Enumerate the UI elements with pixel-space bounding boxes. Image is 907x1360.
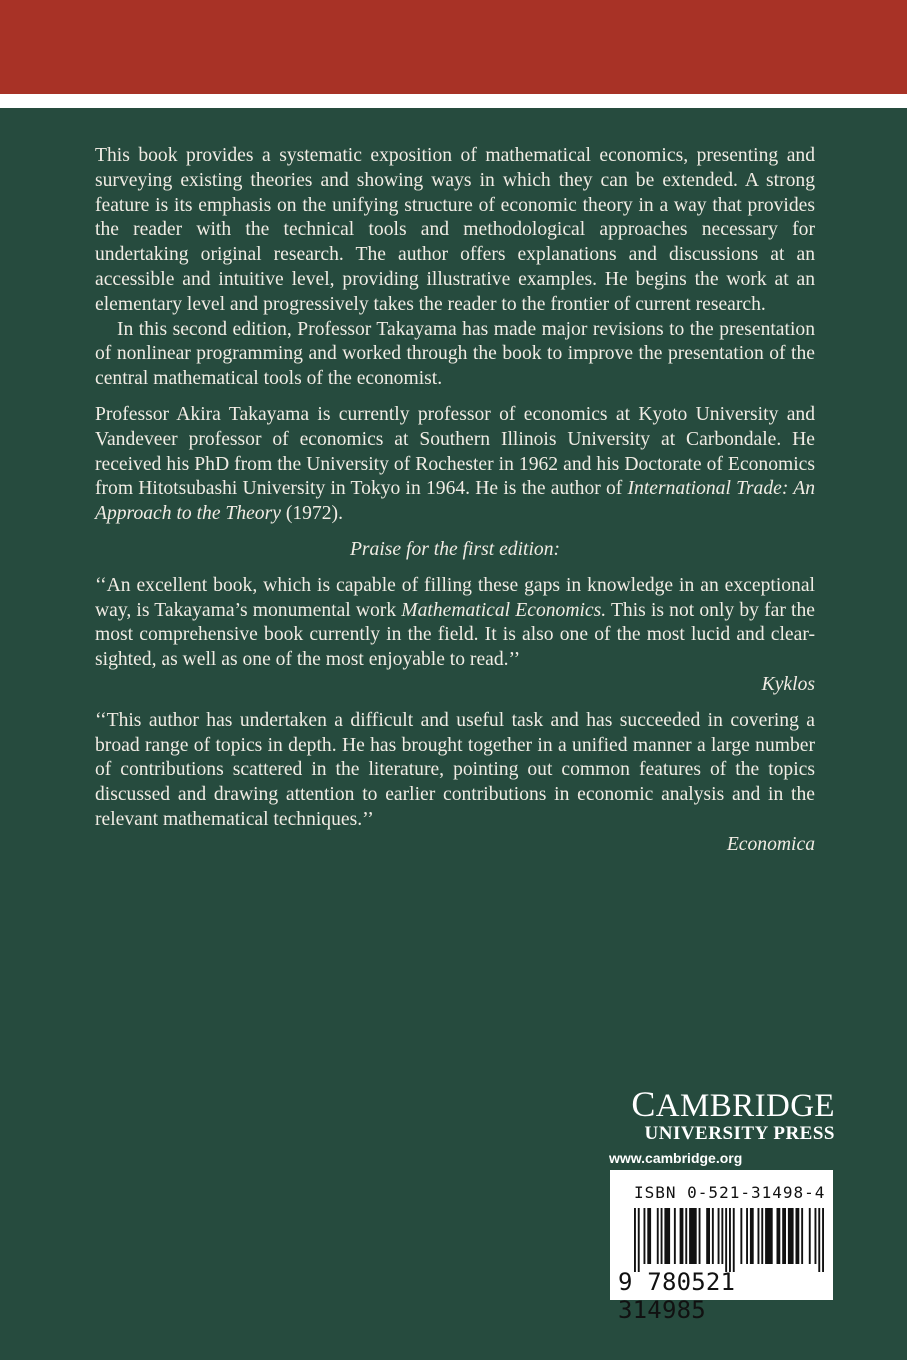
description-paragraph-2: In this second edition, Professor Takayama has made major revisions to the presentation of nonlinear programming and worked through the book to improve the presentation of the central mathematical tools of the economist. (95, 318, 815, 390)
barcode-bar-24 (765, 1208, 773, 1264)
barcode-bar-19 (740, 1208, 742, 1264)
barcode-bar-14 (718, 1208, 720, 1264)
barcode-bar-5 (661, 1208, 663, 1264)
publisher-url: www.cambridge.org (609, 1150, 743, 1166)
description-paragraph-1: This book provides a systematic exposition of mathematical economics, presenting and surveying existing theories and showing ways in which they can be extended. A strong feature is its emphasis on the unifying structure of economic theory in a way that provides the reader with the technical tools and methodological approaches necessary for undertaking original research. The author offers explanations and discussions at an accessible and intuitive level, providing illustrative examples. He begins the work at an elementary level and progressively takes the reader to the frontier of current research. (95, 145, 815, 315)
barcode-bar-31 (815, 1208, 817, 1264)
top-red-band (0, 0, 907, 94)
barcode-bar-13 (712, 1208, 714, 1264)
publisher-press: UNIVERSITY PRESS (644, 1123, 835, 1144)
barcode-bar-33 (822, 1208, 824, 1272)
barcode-bar-15 (721, 1208, 723, 1264)
barcode-bar-26 (782, 1208, 786, 1264)
quote-source-kyklos: Kyklos (761, 673, 815, 695)
publisher-logo (605, 1084, 835, 1166)
praise-heading: Praise for the first edition: (349, 538, 561, 560)
quote1-text-after: This is not only by far the most comprehensive book currently in the field. It is also one of the most lucid and clear-sighted, as well as one of the most enjoyable to read.’’ (95, 599, 815, 671)
barcode-bar-16 (725, 1208, 727, 1272)
publisher-name (605, 1084, 835, 1124)
barcode-bar-25 (777, 1208, 781, 1264)
barcode-bar-6 (664, 1208, 670, 1264)
publisher-name-initial: C (631, 1084, 656, 1124)
quote-kyklos (95, 574, 815, 673)
barcode-bar-21 (750, 1208, 754, 1264)
barcode-bar-18 (733, 1208, 735, 1272)
isbn-text: ISBN 0-521-31498-4 (634, 1183, 826, 1202)
barcode-bar-30 (809, 1208, 811, 1264)
barcode-bar-10 (689, 1208, 697, 1264)
author-bio-tail-after: (1972). (280, 503, 343, 525)
quote1-book-title: Mathematical Economics. (401, 599, 607, 621)
barcode-bar-9 (685, 1208, 687, 1264)
barcode-bar-17 (729, 1208, 731, 1272)
barcode-bar-0 (634, 1208, 636, 1272)
barcode-label (610, 1170, 833, 1324)
barcode-bar-3 (647, 1208, 651, 1264)
barcode-bar-1 (638, 1208, 640, 1272)
barcode-bar-8 (680, 1208, 684, 1264)
barcode-bar-7 (674, 1208, 676, 1264)
barcode-bar-28 (796, 1208, 800, 1264)
author-bio-text: Professor Akira Takayama is currently professor of economics at Kyoto University and Vandeveer professor of economics at Southern Illinois University at Carbondale. He received his PhD from the University of Rochester in 1962 and his Doctorate of Economics from Hitotsubashi University in Tokyo in 1964. (95, 403, 815, 500)
white-stripe (0, 94, 907, 108)
barcode-bar-2 (644, 1208, 646, 1264)
author-bio-tail-before: He is the author of (475, 478, 628, 500)
quote1-text-before: ‘‘An excellent book, which is capable of filling these gaps in knowledge in an exceptional way, is Takayama’s monumental work (95, 574, 815, 621)
author-book-title: International Trade: An Approach to the Theory (95, 478, 815, 525)
quote-economica: ‘‘This author has undertaken a difficult and useful task and has succeeded in covering a broad range of topics in depth. He has brought together in a unified manner a large number of contributions scattered in the literature, pointing out common features of the topics discussed and drawing attention to earlier contributions in economic analysis and in the relevant mathematical techniques.’’ (95, 709, 815, 830)
barcode-bar-20 (746, 1208, 748, 1264)
barcode-bar-12 (706, 1208, 710, 1264)
barcode-bar-4 (657, 1208, 659, 1264)
barcode-bar-27 (788, 1208, 794, 1264)
barcode-bar-29 (801, 1208, 803, 1264)
barcode-bar-11 (699, 1208, 701, 1264)
barcode-bar-23 (761, 1208, 763, 1264)
quote-source-economica: Economica (726, 833, 815, 855)
back-cover-text (95, 144, 815, 858)
publisher-name-rest: AMBRIDGE (655, 1088, 835, 1124)
ean-digits: 9 780521 314985 (618, 1268, 736, 1324)
barcode-bar-22 (758, 1208, 760, 1264)
author-bio (95, 403, 815, 527)
barcode-bar-32 (818, 1208, 820, 1272)
